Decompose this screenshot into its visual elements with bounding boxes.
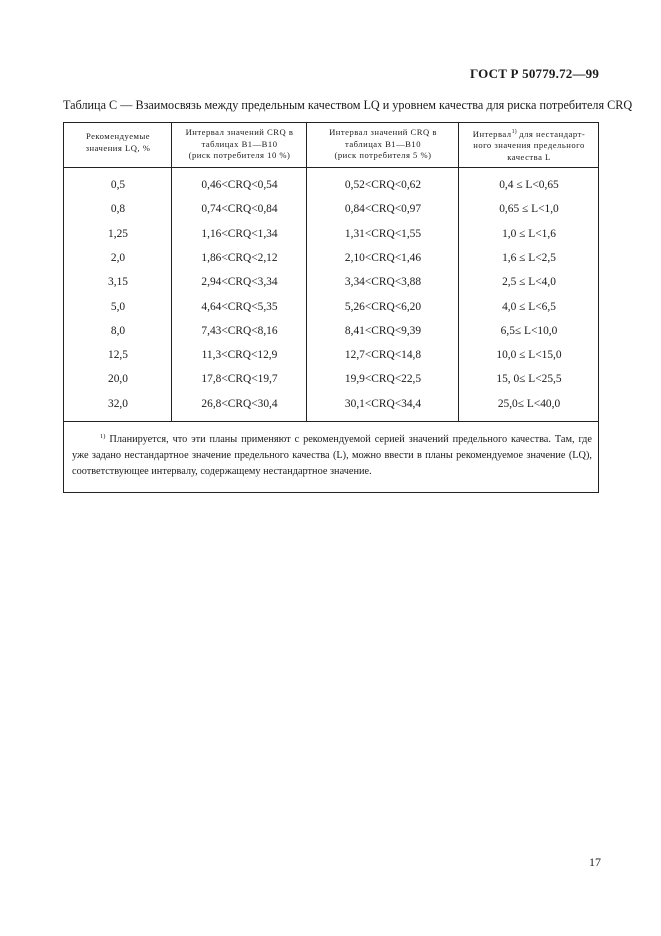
cell-crq-10-interval: 1,86<CRQ<2,12	[201, 251, 278, 264]
table-row	[64, 319, 598, 343]
page-number: 17	[589, 855, 601, 869]
header-line: Рекомендуемые	[85, 131, 151, 141]
header-nonstandard-interval	[459, 127, 599, 163]
cell-crq-10-interval: 7,43<CRQ<8,16	[201, 324, 278, 337]
cell-crq-5-interval: 30,1<CRQ<34,4	[344, 397, 422, 410]
cell-lq-value: 5,0	[110, 300, 126, 313]
cell-l-interval: 10,0 ≤ L<15,0	[496, 349, 562, 362]
cell-lq-value: 2,0	[110, 251, 126, 264]
footnote-divider	[64, 421, 598, 422]
cell-l-interval: 1,6 ≤ L<2,5	[502, 251, 556, 264]
cell-lq-value: 32,0	[108, 397, 128, 410]
table-header-row	[64, 123, 598, 168]
cell-lq-value: 20,0	[108, 373, 128, 386]
cell-crq-10-interval: 2,94<CRQ<3,34	[201, 276, 278, 289]
cell-crq-10-interval: 4,64<CRQ<5,35	[201, 300, 278, 313]
table-row	[64, 392, 598, 416]
header-text: Интервал	[472, 128, 512, 139]
cell-crq-5-interval: 19,9<CRQ<22,5	[344, 373, 422, 386]
header-line: таблицах B1—B10	[344, 138, 422, 149]
cell-lq-value: 12,5	[108, 349, 128, 362]
header-line	[459, 127, 599, 140]
table-row	[64, 222, 598, 246]
table-row	[64, 367, 598, 391]
table-row	[64, 295, 598, 319]
cell-lq-value: 0,5	[110, 179, 126, 191]
cell-lq-value: 8,0	[110, 324, 126, 337]
cell-crq-5-interval: 12,7<CRQ<14,8	[344, 349, 422, 362]
header-line: Интервал значений CRQ в	[185, 127, 294, 137]
header-crq-5	[307, 127, 459, 162]
cell-crq-5-interval: 1,31<CRQ<1,55	[344, 227, 422, 240]
cell-crq-10-interval: 26,8<CRQ<30,4	[201, 397, 278, 410]
header-line: (риск потребителя 5 %)	[334, 150, 432, 160]
cell-crq-10-interval: 0,46<CRQ<0,54	[201, 179, 278, 191]
cell-l-interval: 0,65 ≤ L<1,0	[499, 203, 559, 216]
cell-l-interval: 25,0≤ L<40,0	[497, 397, 561, 410]
cell-crq-5-interval: 8,41<CRQ<9,39	[344, 324, 422, 337]
cell-l-interval: 6,5≤ L<10,0	[500, 324, 558, 337]
table-row	[64, 197, 598, 221]
cell-lq-value: 1,25	[108, 227, 128, 240]
header-recommended-lq	[64, 131, 172, 154]
cell-l-interval: 0,4 ≤ L<0,65	[499, 179, 559, 191]
cell-crq-5-interval: 3,34<CRQ<3,88	[344, 276, 422, 289]
header-line: качества L	[507, 151, 551, 162]
header-line: ного значения предельного	[473, 140, 585, 151]
header-line: значения LQ, %	[85, 142, 151, 153]
cell-crq-5-interval: 0,52<CRQ<0,62	[344, 179, 422, 191]
cell-l-interval: 4,0 ≤ L<6,5	[502, 300, 556, 313]
header-line: таблицах B1—B10	[201, 138, 278, 149]
cell-crq-5-interval: 2,10<CRQ<1,46	[344, 251, 422, 264]
header-line: Интервал значений CRQ в	[329, 127, 437, 137]
cell-crq-10-interval: 17,8<CRQ<19,7	[201, 373, 278, 386]
table-row	[64, 343, 598, 367]
table-footnote	[72, 429, 592, 480]
cell-crq-10-interval: 1,16<CRQ<1,34	[201, 227, 278, 240]
cell-crq-5-interval: 5,26<CRQ<6,20	[344, 300, 422, 313]
footnote-ref: 1)	[511, 129, 517, 135]
table-row	[64, 270, 598, 294]
footnote-text: Планируется, что эти планы применяют с рекомендуемой серией значений предельного качества. Там, где уже задано нестандартное значение предельного качества (L), можно ввести в планы рекомендуемое значение (LQ), соответствующее интервалу, содержащему нестандартное значение.	[72, 434, 592, 477]
table-row	[64, 173, 598, 197]
header-line: (риск потребителя 10 %)	[188, 150, 291, 160]
table-row	[64, 246, 598, 270]
document-header: ГОСТ Р 50779.72—99	[470, 66, 600, 81]
cell-l-interval: 1,0 ≤ L<1,6	[502, 227, 556, 240]
data-table	[63, 122, 599, 493]
cell-l-interval: 2,5 ≤ L<4,0	[502, 276, 556, 289]
cell-crq-5-interval: 0,84<CRQ<0,97	[344, 203, 422, 216]
cell-crq-10-interval: 0,74<CRQ<0,84	[201, 203, 278, 216]
table-caption: Таблица С — Взаимосвязь между предельным качеством LQ и уровнем качества для риска потребителя CRQ	[63, 98, 633, 112]
cell-lq-value: 0,8	[110, 203, 126, 216]
cell-crq-10-interval: 11,3<CRQ<12,9	[201, 349, 278, 362]
header-crq-10	[172, 127, 307, 162]
header-text: для нестандарт-	[519, 128, 586, 139]
cell-lq-value: 3,15	[108, 276, 128, 289]
cell-l-interval: 15, 0≤ L<25,5	[496, 373, 562, 386]
footnote-mark: 1)	[100, 433, 106, 440]
